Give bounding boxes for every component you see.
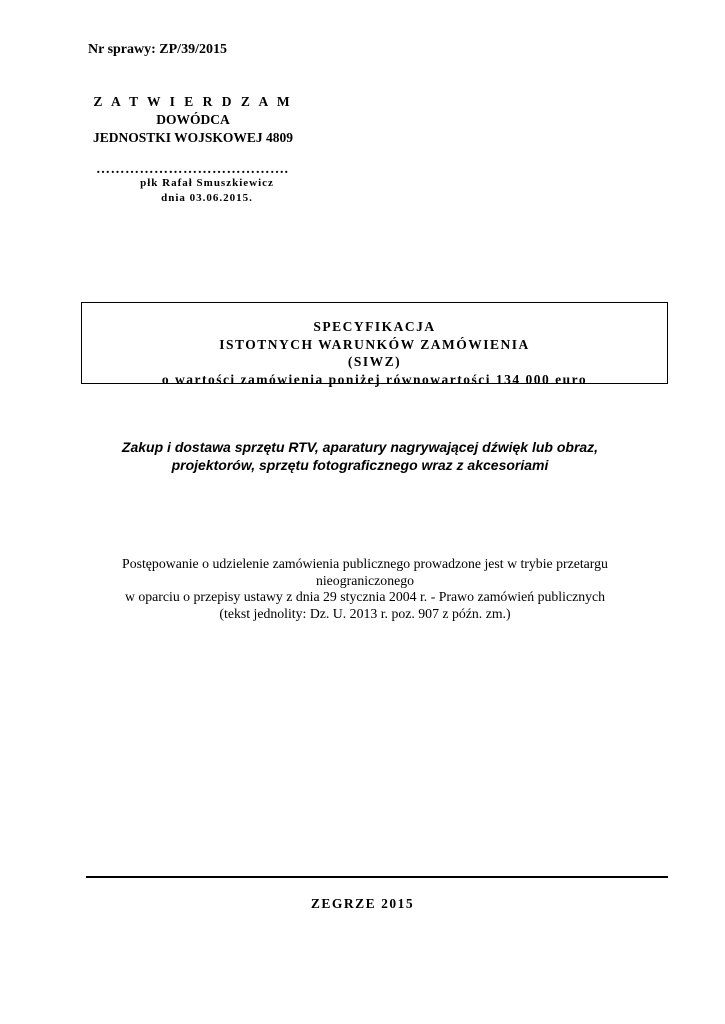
- approval-position: DOWÓDCA: [156, 112, 230, 127]
- approval-unit: JEDNOSTKI WOJSKOWEJ 4809: [92, 130, 294, 145]
- case-number: Nr sprawy: ZP/39/2015: [88, 42, 227, 57]
- order-subject: [60, 438, 660, 474]
- spec-line-2: ISTOTNYCH WARUNKÓW ZAMÓWIENIA: [219, 336, 530, 352]
- place-and-year: ZEGRZE 2015: [310, 896, 415, 911]
- procedure-line-2: nieograniczonego: [315, 572, 415, 588]
- signatory-name: płk Rafał Smuszkiewicz: [140, 177, 274, 189]
- specification-title: [81, 318, 668, 388]
- subject-line-1: Zakup i dostawa sprzętu RTV, aparatury nagrywającej dźwięk lub obraz,: [121, 439, 599, 455]
- approval-title: Z A T W I E R D Z A M: [93, 94, 293, 109]
- procedure-description: [80, 556, 650, 622]
- approval-block: [88, 93, 298, 147]
- procedure-line-3: w oparciu o przepisy ustawy z dnia 29 stycznia 2004 r. - Prawo zamówień publicznych: [124, 589, 606, 604]
- signature-line: ………………………………….: [96, 162, 289, 177]
- subject-line-2: projektorów, sprzętu fotograficznego wraz z akcesoriami: [171, 457, 549, 473]
- spec-line-3: (SIWZ): [347, 354, 402, 369]
- procedure-line-1: Postępowanie o udzielenie zamówienia publicznego prowadzone jest w trybie przetargu: [122, 556, 608, 571]
- procedure-line-4: (tekst jednolity: Dz. U. 2013 r. poz. 907 z późn. zm.): [219, 605, 511, 621]
- approval-date: dnia 03.06.2015.: [161, 192, 253, 204]
- footer-divider: [86, 876, 668, 878]
- spec-line-1: SPECYFIKACJA: [313, 319, 436, 334]
- spec-line-4: o wartości zamówienia poniżej równowartości 134 000 euro: [161, 371, 588, 387]
- signatory-block: [96, 176, 318, 206]
